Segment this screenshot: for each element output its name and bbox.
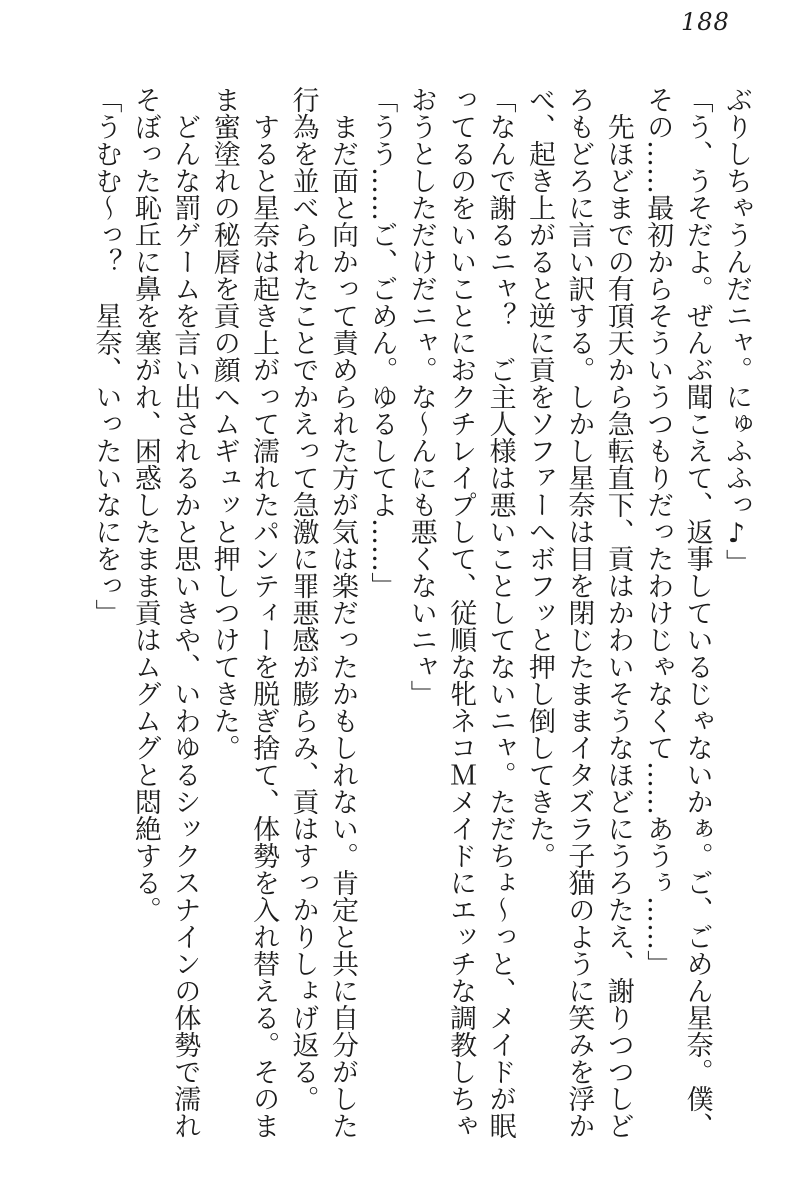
paragraph-narration: どんな罰ゲームを言い出されるかと思いきや、いわゆるシックスナインの体勢で濡れそぼった恥丘に鼻を塞がれ、困惑したまま貢はムグムグと悶絶する。 <box>129 86 201 1139</box>
paragraph-dialogue: 「なんで謝るニャ？ ご主人様は悪いことしてないニャ。ただちょ〜っと、メイドが眠ってるのをいいことにおクチレイプして、従順な牝ネコＭメイドにエッチな調教しちゃおうとしただけだニャ。な〜んにも悪くないニャ」 <box>405 86 516 1139</box>
paragraph-continuation: ぶりしちゃうんだニャ。にゅふふっ♪」 <box>721 86 752 576</box>
paragraph-dialogue: 「うう……ご、ごめん。ゆるしてよ……」 <box>366 86 398 599</box>
paragraph-dialogue: 「う、うそだよ。ぜんぶ聞こえて、返事しているじゃないかぁ。ご、ごめん星奈。僕、その……最初からそういうつもりだったわけじゃなくて……あうぅ……」 <box>642 86 713 1139</box>
paragraph-narration: すると星奈は起き上がって濡れたパンティーを脱ぎ捨て、体勢を入れ替える。そのまま蜜塗れの秘唇を貢の顔へムギュッと押しつけてきた。 <box>208 86 280 1139</box>
page-number: 188 <box>681 8 730 36</box>
paragraph-narration: まだ面と向かって責められた方が気は楽だったかもしれない。肯定と共に自分がした行為を並べられたことでかえって急激に罪悪感が膨らみ、貢はすっかりしょげ返る。 <box>287 86 358 1139</box>
paragraph-narration: 先ほどまでの有頂天から急転直下、貢はかわいそうなほどにうろたえ、謝りつつしどろもどろに言い訳する。しかし星奈は目を閉じたままイタズラ子猫のように笑みを浮かべ、起き上がると逆に貢をソファーへボフッと押し倒してきた。 <box>523 86 634 1139</box>
paragraph-dialogue: 「うむむ〜っ？ 星奈、いったいなにをっ」 <box>90 86 122 626</box>
body-text <box>86 86 756 1142</box>
